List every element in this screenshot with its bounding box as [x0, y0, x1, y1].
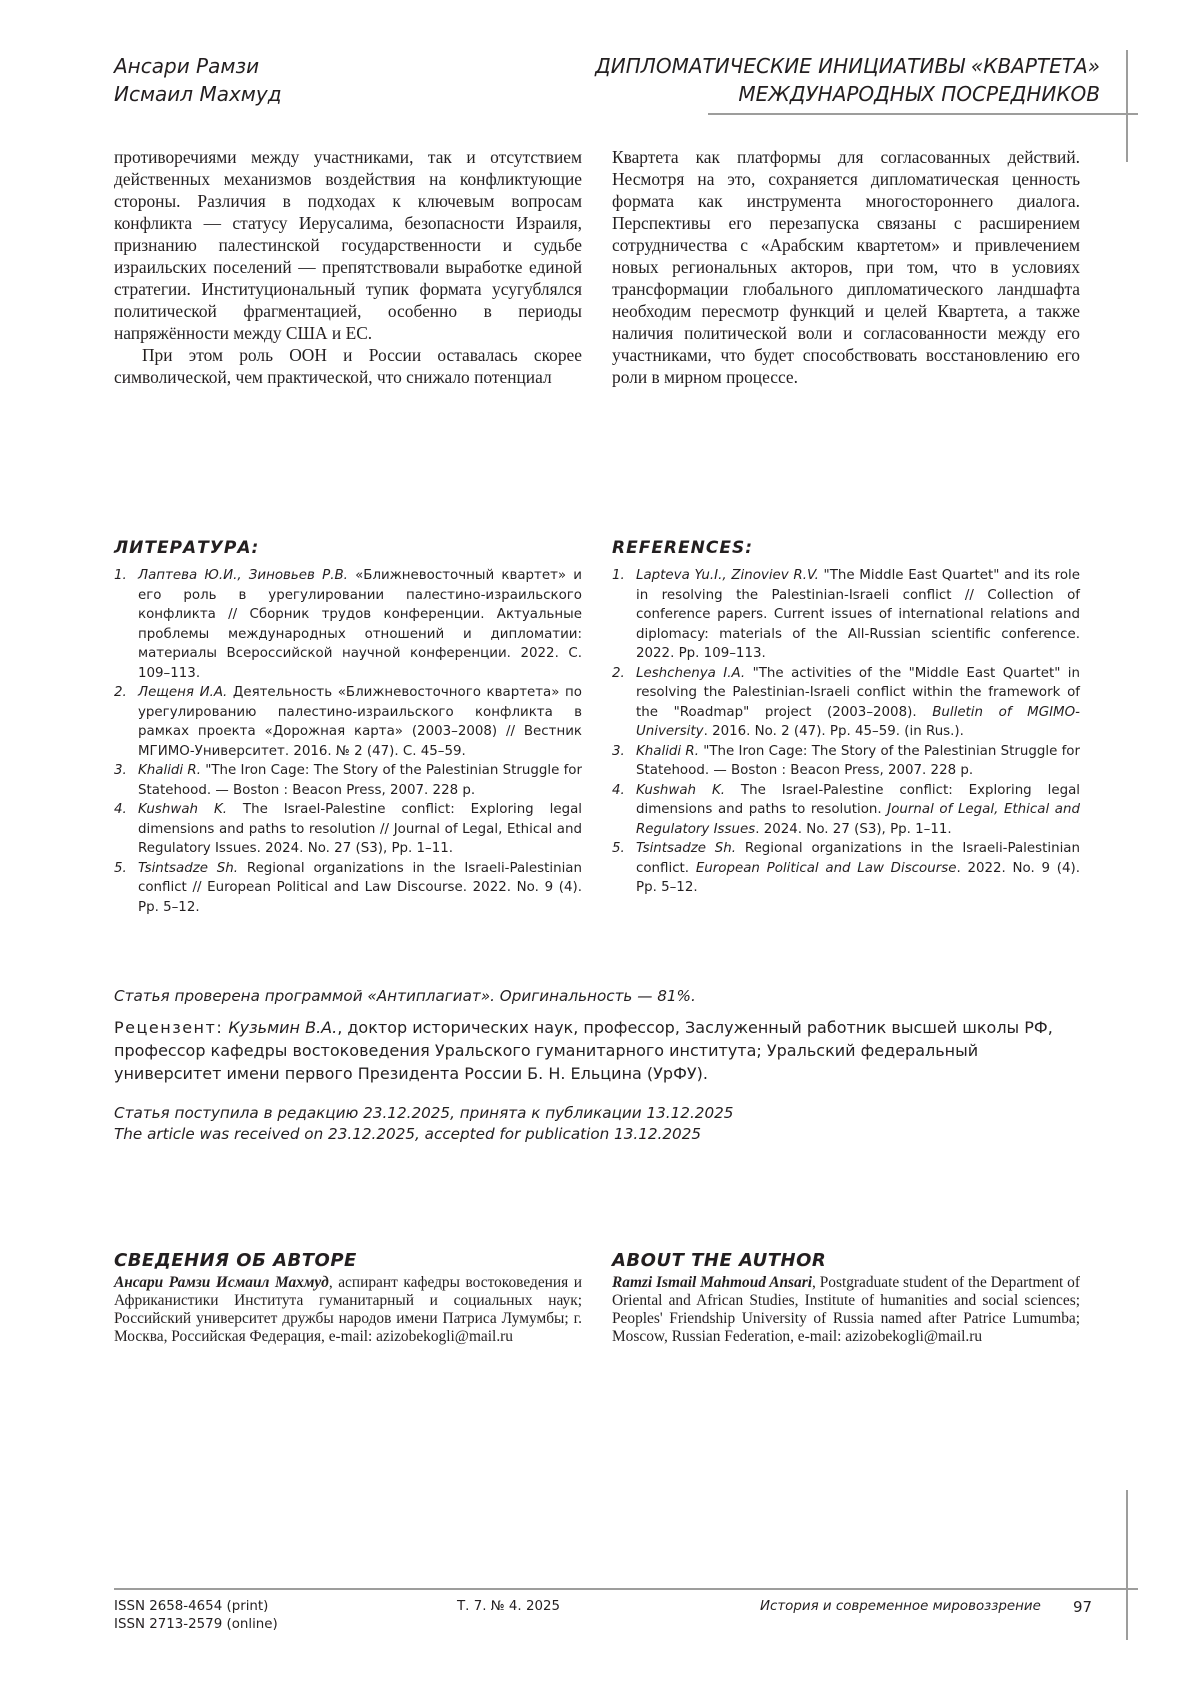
references-section — [612, 538, 1080, 898]
author-info-ru-title: СВЕДЕНИЯ ОБ АВТОРЕ — [114, 1250, 357, 1271]
references-list — [612, 566, 1080, 898]
literature-item — [114, 859, 582, 918]
author-info-en-title: ABOUT THE AUTHOR — [612, 1250, 827, 1271]
references-item — [612, 566, 1080, 664]
ref-text: The Israel-Palestine conflict: Exploring legal dimensions and paths to resolution // Journal of Legal, Ethical and Regulatory Issues. 2024. No. 27 (S3), Pp. 1–11. — [138, 802, 582, 856]
ref-tail: . 2022. No. 9 (4). Pp. 5–12. — [636, 860, 1081, 895]
ref-text: "The Iron Cage: The Story of the Palestinian Struggle for Statehood. — Boston : Beacon Press, 2007. 228 p. — [138, 763, 582, 798]
page-number: 97 — [1073, 1598, 1093, 1616]
ref-number: 1. — [612, 568, 625, 583]
ref-text: The Israel-Palestine conflict: Exploring legal dimensions and paths to resolution. — [636, 782, 1080, 817]
ref-journal: Journal of Legal, Ethical and Regulatory Issues — [636, 802, 1080, 837]
footer-horizontal-rule — [114, 1588, 1138, 1590]
ref-text: "The activities of the "Middle East Quartet" in resolving the Palestinian-Israeli conflict within the framework of the "Roadmap" project (2003–2008). — [636, 665, 1081, 720]
issn-print: ISSN 2658-4654 (print) — [114, 1599, 269, 1614]
author-text-en: , Postgraduate student of the Department of Oriental and African Studies, Institute of humanities and social sciences; Peoples' Friendship University of Russia named after Patrice Lumumba; Moscow, Russian Federation, e-mail: azizobekogli@mail.ru — [612, 1274, 1080, 1345]
ref-text: Regional organizations in the Israeli-Palestinian conflict. — [636, 841, 1080, 876]
ref-text: «Ближневосточный квартет» и его роль в урегулировании палестино-израильского конфликта // Сборник трудов конференции. Актуальные проблемы международных отношений и дипломатии: материалы Всероссийской научной конференции. 2022. С. 109–113. — [138, 568, 582, 681]
ref-text: "The Middle East Quartet" and its role in resolving the Palestinian-Israeli conflict // Collection of conference papers. Current issues of international relations and diplomacy: materials of the All-Russian scientific conference. 2022. Pp. 109–113. — [636, 568, 1081, 661]
reviewer-note — [114, 1016, 1084, 1085]
ref-authors: Tsintsadze Sh. — [138, 860, 239, 876]
ref-number: 5. — [114, 860, 127, 876]
body-paragraph: При этом роль ООН и России оставалась скорее символической, чем практической, что снижало потенциал — [114, 345, 582, 387]
running-head-author-1: Ансари Рамзи — [114, 54, 260, 78]
references-title: REFERENCES: — [612, 538, 753, 558]
ref-number: 1. — [114, 568, 127, 583]
footer-issn — [114, 1598, 278, 1634]
ref-journal: Bulletin of MGIMO-University — [636, 704, 1080, 739]
author-info-en — [612, 1250, 1080, 1346]
running-head-author-2: Исмаил Махмуд — [114, 82, 282, 106]
literature-list — [114, 566, 582, 917]
author-name-en: Ramzi Ismail Mahmoud Ansari — [612, 1274, 813, 1291]
literature-item — [114, 800, 582, 859]
ref-authors: Khalidi R. — [138, 763, 201, 778]
literature-title: ЛИТЕРАТУРА: — [114, 538, 260, 558]
ref-number: 3. — [114, 763, 127, 778]
ref-authors: Лаптева Ю.И., Зиновьев Р.В. — [138, 568, 348, 583]
author-name-ru: Ансари Рамзи Исмаил Махмуд — [114, 1274, 329, 1291]
ref-text: Деятельность «Ближневосточного квартета» по урегулированию палестино-израильского конфликта в рамках проекта «Дорожная карта» (2003–2008) // Вестник МГИМО-Университет. 2016. № 2 (47). С. 45–59. — [138, 685, 582, 759]
ref-authors: Tsintsadze Sh. — [636, 841, 737, 856]
reviewer-text: , доктор исторических наук, профессор, Заслуженный работник высшей школы РФ, профессор кафедры востоковедения Уральского гуманитарного института; Уральский федеральный университет имени первого Президента России Б. Н. Ельцина (УрФУ). — [114, 1018, 1053, 1083]
ref-authors: Leshchenya I.A. — [636, 665, 746, 681]
ref-authors: Kushwah K. — [138, 802, 227, 817]
literature-item — [114, 566, 582, 683]
body-column-left — [114, 146, 582, 388]
antiplagiat-note: Статья проверена программой «Антиплагиат». Оригинальность — 81%. — [114, 987, 696, 1005]
ref-number: 4. — [612, 782, 625, 798]
ref-tail: . 2024. No. 27 (S3), Pp. 1–11. — [755, 821, 952, 837]
ref-number: 5. — [612, 841, 625, 856]
body-column-right — [612, 146, 1080, 388]
ref-number: 2. — [612, 665, 625, 681]
references-item — [612, 781, 1080, 840]
ref-journal: European Political and Law Discourse — [695, 860, 957, 876]
running-head-title-1: ДИПЛОМАТИЧЕСКИЕ ИНИЦИАТИВЫ «КВАРТЕТА» — [595, 54, 1100, 78]
author-info-ru — [114, 1250, 582, 1346]
ref-authors: Khalidi R. — [636, 743, 699, 759]
ref-text: "The Iron Cage: The Story of the Palestinian Struggle for Statehood. — Boston : Beacon Press, 2007. 228 p. — [636, 743, 1080, 778]
references-item — [612, 664, 1080, 742]
received-note-en: The article was received on 23.12.2025, accepted for publication 13.12.2025 — [114, 1125, 702, 1143]
footer-vertical-rule — [1126, 1490, 1128, 1640]
running-head-title-2: МЕЖДУНАРОДНЫХ ПОСРЕДНИКОВ — [738, 82, 1100, 106]
literature-section — [114, 538, 582, 917]
references-item — [612, 839, 1080, 898]
literature-item — [114, 683, 582, 761]
ref-number: 2. — [114, 685, 127, 700]
header-horizontal-rule — [708, 113, 1138, 115]
ref-number: 4. — [114, 802, 127, 817]
running-head-title — [595, 52, 1100, 108]
ref-authors: Лещеня И.А. — [138, 685, 228, 700]
ref-tail: . 2016. No. 2 (47). Pp. 45–59. (in Rus.). — [703, 724, 964, 739]
footer-volume: Т. 7. № 4. 2025 — [457, 1599, 561, 1614]
body-paragraph: противоречиями между участниками, так и отсутствием действенных механизмов воздействия на конфликтующие стороны. Различия в подходах к ключевым вопросам конфликта — статусу Иерусалима, безопасности Израиля, признанию палестинской государственности и судьбе израильских поселений — препятствовали выработке единой стратегии. Институциональный тупик формата усугублялся политической фрагментацией, особенно в периоды напряжённости между США и ЕС. — [114, 147, 582, 343]
references-item — [612, 742, 1080, 781]
header-vertical-rule — [1126, 50, 1128, 162]
reviewer-name: Кузьмин В.А. — [228, 1018, 338, 1037]
footer-journal-title: История и современное мировоззрение — [760, 1599, 1041, 1614]
author-text-ru: , аспирант кафедры востоковедения и Африканистики Института гуманитарный и социальных наук; Российский университет дружбы народов имени Патриса Лумумбы; г. Москва, Российская Федерация, e-mail: azizobekogli@mail.ru — [114, 1274, 582, 1345]
running-head-authors — [114, 52, 282, 108]
ref-text: Regional organizations in the Israeli-Palestinian conflict // European Political and Law Discourse. 2022. No. 9 (4). Pp. 5–12. — [138, 860, 582, 915]
ref-authors: Lapteva Yu.I., Zinoviev R.V. — [636, 568, 819, 583]
body-paragraph: Квартета как платформы для согласованных действий. Несмотря на это, сохраняется дипломатическая ценность формата как инструмента многостороннего диалога. Перспективы его перезапуска связаны с расширением сотрудничества с «Арабским квартетом» и привлечением новых региональных акторов, при том, что в условиях трансформации глобального дипломатического ландшафта необходим пересмотр функций и целей Квартета, а также наличия политической воли и согласованности между его участниками, что будет способствовать восстановлению его роли в мирном процессе. — [612, 147, 1080, 387]
issn-online: ISSN 2713-2579 (online) — [114, 1617, 278, 1632]
ref-number: 3. — [612, 743, 625, 759]
literature-item — [114, 761, 582, 800]
received-note-ru: Статья поступила в редакцию 23.12.2025, принята к публикации 13.12.2025 — [114, 1104, 734, 1122]
ref-authors: Kushwah K. — [636, 782, 725, 798]
reviewer-label: Рецензент: — [114, 1018, 224, 1037]
